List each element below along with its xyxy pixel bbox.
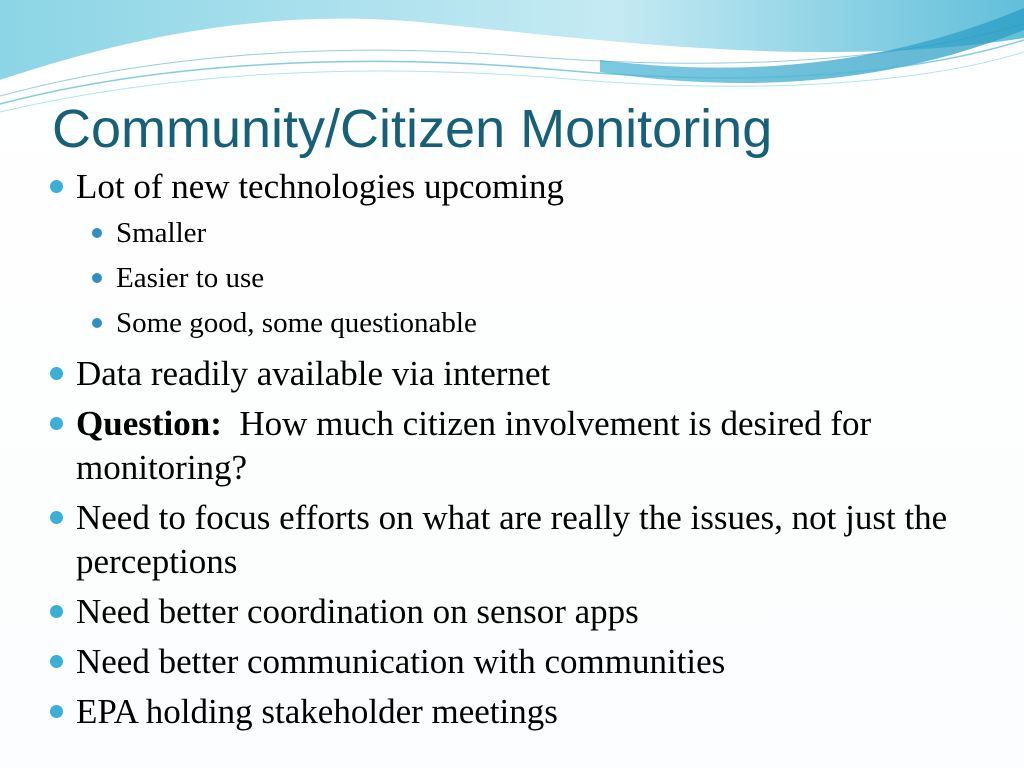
sub-bullet-item <box>76 256 948 301</box>
sub-bullet-text: Some good, some questionable <box>116 307 477 339</box>
bullet-item <box>48 352 948 396</box>
slide-content <box>48 165 948 740</box>
bullet-text: Lot of new technologies upcoming <box>76 167 564 206</box>
sub-bullet-text: Smaller <box>116 217 207 249</box>
bullet-item <box>48 165 948 346</box>
bullet-dot-icon <box>50 605 63 618</box>
slide-title: Community/Citizen Monitoring <box>52 99 773 159</box>
bullet-dot-icon <box>50 511 63 524</box>
bullet-text: How much citizen involvement is desired for monitoring? <box>76 404 872 487</box>
sub-bullet-text: Easier to use <box>116 262 265 294</box>
bullet-item <box>48 690 948 734</box>
bullet-dot-icon <box>50 705 63 718</box>
bullet-item <box>48 640 948 684</box>
bullet-item <box>48 402 948 490</box>
bullet-text: Data readily available via internet <box>76 354 551 393</box>
bullet-dot-icon <box>50 417 63 430</box>
bullet-item <box>48 590 948 634</box>
bullet-dot-icon <box>50 367 63 380</box>
bullet-text: Need better coordination on sensor apps <box>76 592 639 631</box>
bullet-item <box>48 496 948 584</box>
bullet-dot-icon <box>50 655 63 668</box>
sub-bullet-item <box>76 211 948 256</box>
sub-bullet-dot-icon <box>92 318 102 328</box>
bullet-text: Need better communication with communities <box>76 642 726 681</box>
bullet-text: Need to focus efforts on what are really the issues, not just the perceptions <box>76 498 948 581</box>
bullet-list <box>48 165 948 734</box>
sub-bullet-dot-icon <box>92 228 102 238</box>
sub-bullet-dot-icon <box>92 273 102 283</box>
sub-bullet-item <box>76 301 948 346</box>
sub-bullet-list <box>76 211 948 346</box>
bullet-text: EPA holding stakeholder meetings <box>76 692 558 731</box>
bullet-dot-icon <box>50 180 63 193</box>
bullet-bold-lead: Question: <box>76 404 222 443</box>
